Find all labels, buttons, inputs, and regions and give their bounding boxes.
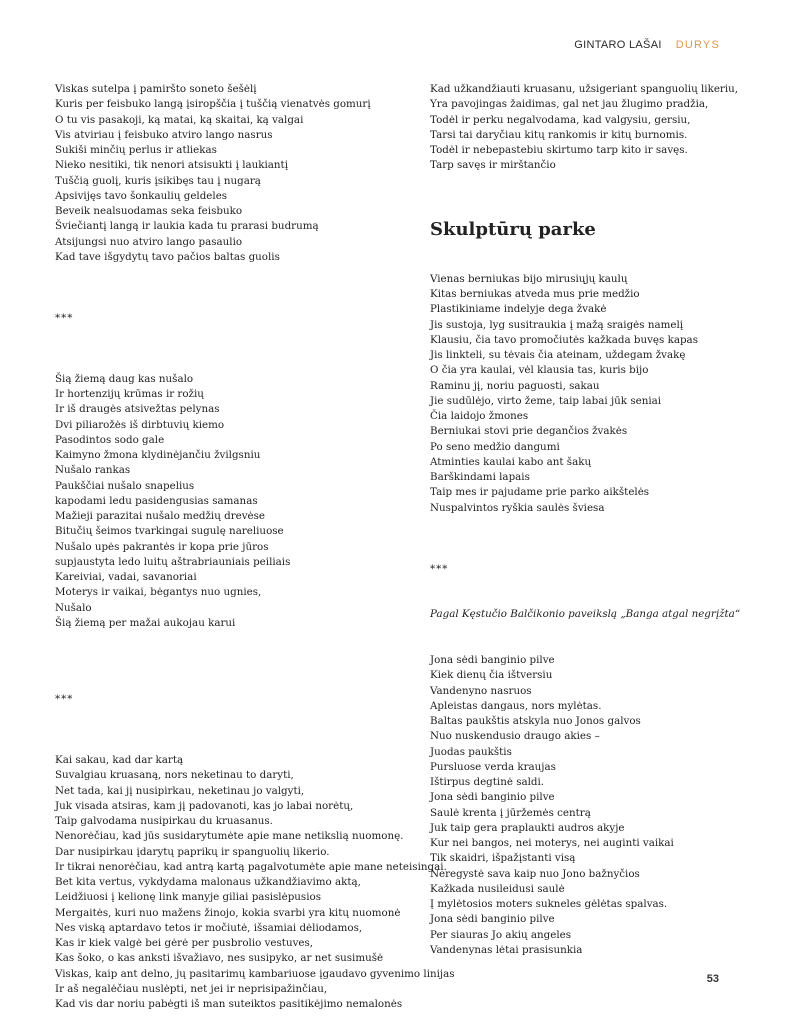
stanza-gap xyxy=(430,516,730,562)
poem-line: Saulė krenta į jūržemės centrą xyxy=(430,806,591,819)
poem-line: Plastikiniame indelyje dega žvakė xyxy=(430,303,607,316)
poem-line: Nušalo xyxy=(55,601,92,614)
left-column xyxy=(55,82,455,1012)
poem-line: Šią žiemą per mažai aukojau karui xyxy=(55,616,236,629)
poem-line: Kad vis dar noriu pabėgti iš man suteiktos pasitikėjimo nemalonės xyxy=(55,998,403,1010)
poem-line: Barškindami lapais xyxy=(430,471,530,483)
poem-dedication: Pagal Kęstučio Balčikonio paveikslą „Banga atgal negrįžta“ xyxy=(430,608,741,621)
poem-line: Nes viską aptardavo tetos ir močiutė, išsamiai dėliodamos, xyxy=(55,921,363,934)
poem-line: Bet kita vertus, vykdydama malonaus užkandžiavimo aktą, xyxy=(55,876,361,888)
poem-line: Moterys ir vaikai, bėgantys nuo ugnies, xyxy=(55,586,262,599)
poem-line: Suvalgiau kruasaną, nors neketinau to daryti, xyxy=(55,769,294,782)
poem-line: Dvi piliarožės iš dirbtuvių kiemo xyxy=(55,418,225,431)
poem xyxy=(55,753,455,1012)
poem-line: Yra pavojingas žaidimas, gal net jau žlugimo pradžia, xyxy=(430,98,709,111)
poem-line: Ir tikrai nenorėčiau, kad antrą kartą pagalvotumėte apie mane neteisingai. xyxy=(55,860,447,873)
poem-line: Vandenyno nasruos xyxy=(430,684,532,697)
poem-line: Jis sustoja, lyg susitraukia į mažą sraigės namelį xyxy=(430,318,684,331)
poem-line: Raminu jį, noriu paguosti, sakau xyxy=(430,379,600,392)
poem-line: Nieko nesitiki, tik nenori atsisukti į laukiantį xyxy=(55,159,288,172)
poem-line: Kad užkandžiauti kruasanu, užsigeriant spanguolių likeriu, xyxy=(430,83,739,95)
poem-line: Vis atviriau į feisbuko atviro lango nasrus xyxy=(55,128,273,141)
poem-line: Baltas paukštis atskyla nuo Jonos galvos xyxy=(430,715,641,727)
stanza-gap xyxy=(55,265,410,311)
poem-line: Pasodintos sodo gale xyxy=(55,433,165,446)
poem-line: Jie sudūlėjo, virto žeme, taip labai jūk seniai xyxy=(430,394,662,407)
poem-line: Jis linkteli, su tėvais čia ateinam, uždegam žvakę xyxy=(430,349,686,361)
poem-line: Ir hortenzijų krūmas ir rožių xyxy=(55,388,204,400)
poem-line: O čia yra kaulai, vėl klausia tas, kuris bijo xyxy=(430,364,649,377)
poem-line: Po seno medžio dangumi xyxy=(430,440,560,453)
poem-line: Mažieji parazitai nušalo medžių drevėse xyxy=(55,510,266,522)
poem-line: Taip mes ir pajudame prie parko aikštelės xyxy=(430,486,650,499)
poem-line: Nušalo rankas xyxy=(55,464,131,477)
poem-line: Nenorėčiau, kad jūs susidarytumėte apie mane netikslią nuomonę. xyxy=(55,830,404,843)
running-header xyxy=(574,39,720,51)
poem-line: Juk taip gera praplaukti audros akyje xyxy=(430,821,625,834)
poem-line: Beveik nealsuodamas seka feisbuko xyxy=(55,205,243,217)
poem-line: Kad tave išgydytų tavo pačios baltas guolis xyxy=(55,250,280,263)
poem-line: Viskas, kaip ant delno, jų pasitarimų kambariuose įgaudavo gyvenimo linijas xyxy=(55,967,455,980)
poem-line: Kas ir kiek valgė bei gėrė per pusbrolio vestuves, xyxy=(55,937,314,949)
poem-line: Ir iš draugės atsivežtas pelynas xyxy=(55,403,220,416)
poem-line: Apsivijęs tavo šonkaulių geldeles xyxy=(55,189,228,202)
poem-line: Taip galvodama nusipirkau du kruasanus. xyxy=(55,815,273,827)
stanza-gap xyxy=(55,707,410,753)
stanza-gap xyxy=(430,174,730,220)
poem-line: Todėl ir nebepastebiu skirtumo tarp kito ir savęs. xyxy=(430,144,688,156)
poem-line: Viskas sutelpa į pamiršto soneto šešėlį xyxy=(55,83,257,95)
poem-line: Berniukai stovi prie degančios žvakės xyxy=(430,425,628,438)
stanza-gap xyxy=(55,326,410,372)
poem-line: Kareiviai, vadai, savanoriai xyxy=(55,571,197,583)
poem-line: Nušalo upės pakrantės ir kopa prie jūros xyxy=(55,540,269,553)
section-break-stars: *** xyxy=(55,311,74,324)
poem-line: Jona sėdi banginio pilve xyxy=(430,791,555,804)
poem-line: Kažkada nusileidusi saulė xyxy=(430,882,565,895)
stanza-gap xyxy=(430,577,730,608)
poem-line: Kitas berniukas atveda mus prie medžio xyxy=(430,288,640,300)
poem-line: Kiek dienų čia ištversiu xyxy=(430,669,553,682)
poem-line: Šią žiemą daug kas nušalo xyxy=(55,372,194,385)
poem-line: Vandenynas lėtai prasisunkia xyxy=(430,943,583,956)
poem-line: Jona sėdi banginio pilve xyxy=(430,913,555,926)
poem xyxy=(430,653,730,958)
poem-line: Net tada, kai jį nusipirkau, neketinau jo valgyti, xyxy=(55,784,305,797)
poem-line: Kur nei bangos, nei moterys, nei auginti vaikai xyxy=(430,837,674,849)
poem-line: Ir aš negalėčiau nuslėpti, net jei ir neprisipažinčiau, xyxy=(55,982,328,995)
poem-line: Šviečiantį langą ir laukia kada tu prarasi budrumą xyxy=(55,220,319,233)
poem-line: Klausiu, čia tavo promočiutės kažkada buvęs kapas xyxy=(430,333,698,346)
stanza-gap xyxy=(55,631,410,692)
poem-line: Į mylėtosios moters sukneles gėlėtas spalvas. xyxy=(430,898,668,910)
poem-line: Leidžiuosi į kelionę link manyje giliai pasislėpusios xyxy=(55,891,321,904)
poem-line: Kuris per feisbuko langą įsiropščia į tuščią vienatvės gomurį xyxy=(55,98,371,111)
poem xyxy=(430,272,730,516)
poem-line: Dar nusipirkau įdarytų paprikų ir spanguolių likerio. xyxy=(55,845,330,858)
poem-line: Kai sakau, kad dar kartą xyxy=(55,754,184,766)
poem xyxy=(55,82,410,265)
poem-line: Tarp savęs ir mirštančio xyxy=(430,159,556,172)
poem-line: Todėl ir perku negalvodama, kad valgysiu, gersiu, xyxy=(430,113,691,126)
poem-line: Atminties kaulai kabo ant šakų xyxy=(430,455,592,468)
poem-line: Paukščiai nušalo snapelius xyxy=(55,479,195,492)
poem-line: Juk visada atsiras, kam jį padovanoti, kas jo labai norėtų, xyxy=(55,799,354,812)
poem-line: Bitučių šeimos tvarkingai sugulę nareliuose xyxy=(55,525,284,538)
poem-line: Atsijungsi nuo atviro lango pasaulio xyxy=(55,235,243,248)
poem-line: Ištirpus degtinė saldi. xyxy=(430,776,545,788)
section-break-stars: *** xyxy=(430,562,449,575)
poem-line: Juodas paukštis xyxy=(430,745,512,758)
poem-line: supjaustyta ledo luitų aštrabriauniais peiliais xyxy=(55,555,291,568)
poem-line: Neregystė sava kaip nuo Jono bažnyčios xyxy=(430,867,640,880)
poem-line: Jona sėdi banginio pilve xyxy=(430,654,555,666)
poem-line: Pursluose verda kraujas xyxy=(430,760,556,773)
poem xyxy=(55,372,410,631)
poem-line: Tik skaidri, išpažįstanti visą xyxy=(430,852,576,865)
poem-line: Sukiši minčių perlus ir atliekas xyxy=(55,144,217,156)
poem-line: Tuščią guolį, kuris įsikibęs tau į nugarą xyxy=(55,174,261,187)
poem-line: Nuspalvintos ryškia saulės šviesa xyxy=(430,501,605,514)
stanza-gap xyxy=(430,623,730,654)
poem-line: Kas šoko, o kas anksti išvažiavo, nes susipyko, ar net susimušė xyxy=(55,952,384,965)
poem-line: Čia laidojo žmones xyxy=(430,410,529,422)
poem-line: Vienas berniukas bijo mirusiųjų kaulų xyxy=(430,272,628,285)
section-break-stars: *** xyxy=(55,693,74,705)
stanza-gap xyxy=(430,241,730,272)
header-author: GINTARO LAŠAI xyxy=(574,39,662,51)
poem-line: kapodami ledu pasidengusias samanas xyxy=(55,494,258,507)
poem xyxy=(430,82,739,174)
poem-line: Per siauras Jo akių angeles xyxy=(430,928,572,941)
poem-line: Kaimyno žmona klydinėjančiu žvilgsniu xyxy=(55,449,261,461)
page-number: 53 xyxy=(706,973,719,985)
poem-line: Nuo nuskendusio draugo akies – xyxy=(430,730,600,743)
header-journal: DURYS xyxy=(675,39,720,51)
right-column xyxy=(430,82,741,958)
poem-line: Apleistas dangaus, nors mylėtas. xyxy=(430,699,602,712)
section-title: Skulptūrų parke xyxy=(430,219,596,241)
poem-line: Tarsi tai daryčiau kitų rankomis ir kitų burnomis. xyxy=(430,128,688,141)
poem-line: O tu vis pasakoji, ką matai, ką skaitai, ką valgai xyxy=(55,113,304,126)
poem-line: Mergaitės, kuri nuo mažens žinojo, kokia svarbi yra kitų nuomonė xyxy=(55,906,401,919)
